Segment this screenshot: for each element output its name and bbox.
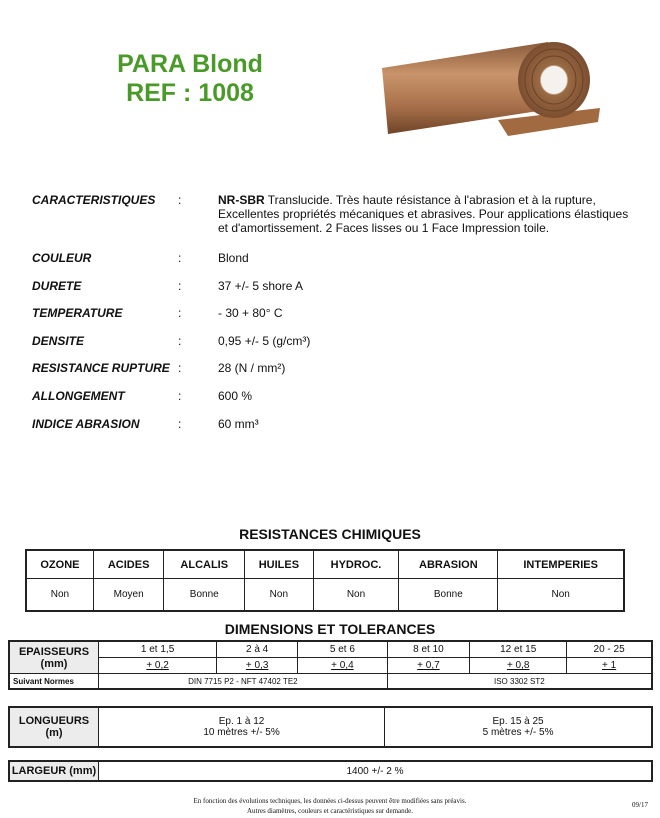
version-date: 09/17	[632, 801, 648, 809]
spec-value-text: Translucide. Très haute résistance à l'abrasion et à la rupture, Excellentes propriétés mécaniques et abrasives. Pour applications élastiques et d'amortissement. 2 Faces lisses ou 1 Face Impression toile.	[218, 193, 629, 235]
product-name: PARA Blond	[117, 50, 263, 78]
norm-din: DIN 7715 P2 - NFT 47402 TE2	[99, 674, 388, 690]
chem-header: HUILES	[245, 550, 314, 579]
footer-line2: Autres diamètres, couleurs et caractéristiques sur demande.	[247, 807, 413, 815]
spec-colon: :	[178, 417, 182, 431]
spec-colon: :	[178, 361, 182, 375]
spec-colon: :	[178, 279, 182, 293]
spec-value: 60 mm³	[218, 417, 259, 431]
chem-header: OZONE	[26, 550, 93, 579]
chem-value: Bonne	[164, 579, 245, 612]
thickness-label	[9, 641, 99, 674]
chem-header: HYDROC.	[313, 550, 399, 579]
norm-iso: ISO 3302 ST2	[387, 674, 652, 690]
thickness-range-row	[9, 641, 652, 658]
chem-value: Non	[245, 579, 314, 612]
chem-header: ALCALIS	[164, 550, 245, 579]
spec-key: CARACTERISTIQUES	[32, 193, 156, 207]
chem-value: Bonne	[399, 579, 498, 612]
chem-title: RESISTANCES CHIMIQUES	[239, 526, 421, 542]
length-table	[8, 706, 653, 748]
spec-key: INDICE ABRASION	[32, 417, 140, 431]
rubber-roll-image	[378, 38, 600, 138]
thickness-range: 2 à 4	[217, 641, 298, 658]
chem-value: Moyen	[93, 579, 164, 612]
spec-key: ALLONGEMENT	[32, 389, 125, 403]
length-value-1	[99, 707, 385, 747]
length-label-line2: (m)	[45, 727, 63, 739]
length-value-2-line1: Ep. 15 à 25	[492, 716, 544, 727]
spec-value: 28 (N / mm²)	[218, 361, 286, 375]
thickness-tolerance-row	[9, 658, 652, 674]
spec-colon: :	[178, 251, 182, 265]
thickness-range: 20 - 25	[567, 641, 652, 658]
spec-value	[218, 193, 638, 235]
spec-colon: :	[178, 193, 182, 207]
spec-colon: :	[178, 334, 182, 348]
thickness-tolerance: + 0,7	[387, 658, 470, 674]
chem-value: Non	[498, 579, 624, 612]
spec-key: RESISTANCE RUPTURE	[32, 361, 170, 375]
spec-value-bold: NR-SBR	[218, 193, 265, 207]
length-value-1-line1: Ep. 1 à 12	[218, 716, 265, 727]
spec-value: - 30 + 80° C	[218, 306, 283, 320]
norms-label: Suivant Normes	[9, 674, 99, 690]
width-value: 1400 +/- 2 %	[99, 761, 653, 781]
chem-header-row	[26, 550, 624, 579]
thickness-range: 12 et 15	[470, 641, 567, 658]
chem-value-row	[26, 579, 624, 612]
thickness-table	[8, 640, 653, 690]
thickness-label-line1: EPAISSEURS	[18, 645, 90, 658]
chem-value: Non	[26, 579, 93, 612]
spec-value: 37 +/- 5 shore A	[218, 279, 304, 293]
length-label	[9, 707, 99, 747]
thickness-tolerance: + 0,8	[470, 658, 567, 674]
chem-header: INTEMPERIES	[498, 550, 624, 579]
thickness-range: 5 et 6	[298, 641, 388, 658]
length-value-2-line2: 5 mètres +/- 5%	[482, 727, 554, 738]
thickness-label-line2: (mm)	[40, 657, 68, 670]
product-title	[90, 50, 290, 108]
length-value-2	[385, 707, 652, 747]
width-table	[8, 760, 653, 782]
product-ref: REF : 1008	[126, 79, 254, 107]
spec-key: DENSITE	[32, 334, 85, 348]
length-value-1-line2: 10 mètres +/- 5%	[203, 727, 280, 738]
width-row	[9, 761, 652, 781]
length-label-line1: LONGUEURS	[18, 715, 90, 727]
footer-note	[0, 796, 660, 816]
width-label: LARGEUR (mm)	[9, 761, 99, 781]
spec-colon: :	[178, 306, 182, 320]
chem-header: ACIDES	[93, 550, 164, 579]
thickness-tolerance: + 1	[567, 658, 652, 674]
dims-title: DIMENSIONS ET TOLERANCES	[224, 621, 436, 637]
norms-row	[9, 674, 652, 690]
thickness-range: 1 et 1,5	[99, 641, 217, 658]
spec-value: 0,95 +/- 5 (g/cm³)	[218, 334, 311, 348]
spec-key: TEMPERATURE	[32, 306, 123, 320]
chem-table	[25, 549, 625, 612]
spec-key: DURETE	[32, 279, 82, 293]
length-row	[9, 707, 652, 747]
thickness-tolerance: + 0,4	[298, 658, 388, 674]
spec-key: COULEUR	[32, 251, 92, 265]
spec-value: 600 %	[218, 389, 253, 403]
thickness-tolerance: + 0,2	[99, 658, 217, 674]
chem-value: Non	[313, 579, 399, 612]
footer-line1: En fonction des évolutions techniques, les données ci-dessus peuvent être modifiées sans préavis.	[193, 797, 467, 805]
spec-value: Blond	[218, 251, 249, 265]
chem-header: ABRASION	[399, 550, 498, 579]
thickness-tolerance: + 0,3	[217, 658, 298, 674]
thickness-range: 8 et 10	[387, 641, 470, 658]
spec-colon: :	[178, 389, 182, 403]
